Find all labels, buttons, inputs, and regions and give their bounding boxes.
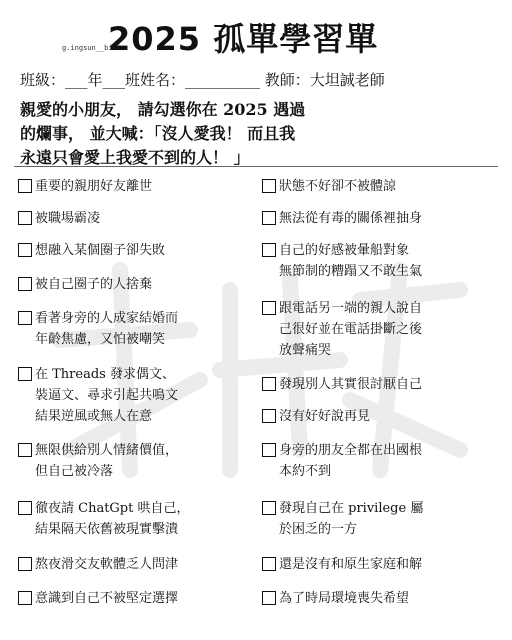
author-handle: g.ingsun__bibi [62, 44, 122, 52]
checklist-item-label: 在 Threads 發求偶文、 裝逼文、尋求引起共鳴文 結果逆風或無人在意 [35, 367, 179, 424]
checklist-item-label: 沒有好好說再見 [279, 409, 371, 424]
checklist-item-label: 想融入某個圈子卻失敗 [35, 243, 166, 258]
checkbox-icon[interactable] [18, 557, 32, 571]
checkbox-icon[interactable] [262, 409, 276, 423]
checklist-item-label: 跟電話另一端的親人說自 己很好並在電話掛斷之後 放聲痛哭 [279, 301, 423, 358]
checklist-item-label: 被職場霸凌 [35, 211, 101, 226]
checkbox-icon[interactable] [18, 501, 32, 515]
checkbox-icon[interactable] [18, 591, 32, 605]
checklist-item-label: 徹夜請 ChatGpt 哄自己， 結果隔天依舊被現實擊潰 [35, 501, 190, 537]
checkbox-icon[interactable] [262, 591, 276, 605]
class-info-line: 班級：___年___班姓名：__________ 教師：大坦誠老師 [20, 71, 385, 89]
checklist-item-label: 無法從有毒的關係裡抽身 [279, 211, 423, 226]
checkbox-icon[interactable] [262, 501, 276, 515]
header-divider [14, 166, 498, 167]
checkbox-icon[interactable] [18, 443, 32, 457]
checkbox-icon[interactable] [18, 243, 32, 257]
checkbox-icon[interactable] [262, 179, 276, 193]
checkbox-icon[interactable] [262, 557, 276, 571]
greeting-line-1: 親愛的小朋友， 請勾選你在 2025 遇過 [20, 100, 306, 119]
checklist-item-label: 發現自己在 privilege 屬 於困乏的一方 [279, 501, 424, 537]
checkbox-icon[interactable] [262, 211, 276, 225]
checklist-item-label: 無限供給別人情緒價值， 但自己被冷落 [35, 443, 179, 479]
checklist-item-label: 被自己圈子的人捨棄 [35, 277, 153, 292]
checkbox-icon[interactable] [18, 211, 32, 225]
checkbox-icon[interactable] [18, 311, 32, 325]
checklist-item-label: 還是沒有和原生家庭和解 [279, 557, 423, 572]
checklist-item-label: 身旁的朋友全都在出國根 本約不到 [279, 443, 423, 479]
checkbox-icon[interactable] [262, 443, 276, 457]
checkbox-icon[interactable] [18, 367, 32, 381]
checklist-item-label: 意識到自己不被堅定選擇 [35, 591, 179, 606]
checklist-item-label: 狀態不好卻不被體諒 [279, 179, 397, 194]
checkbox-icon[interactable] [262, 377, 276, 391]
checkbox-icon[interactable] [18, 277, 32, 291]
checklist-item-label: 發現別人其實很討厭自己 [279, 377, 423, 392]
checkbox-icon[interactable] [262, 243, 276, 257]
checkbox-icon[interactable] [18, 179, 32, 193]
checklist-item-label: 熬夜滑交友軟體乏人問津 [35, 557, 179, 572]
greeting-line-3: 永遠只會愛上我愛不到的人！ 」 [20, 148, 250, 167]
checklist-item-label: 重要的親朋好友離世 [35, 179, 153, 194]
greeting-line-2: 的爛事， 並大喊：「沒人愛我！ 而且我 [20, 124, 296, 143]
checkbox-icon[interactable] [262, 301, 276, 315]
checklist-item-label: 自己的好感被暈船對象 無節制的糟蹋又不敢生氣 [279, 243, 423, 279]
checklist-item-label: 為了時局環境喪失希望 [279, 591, 410, 606]
page-title: 2025 孤單學習單 [108, 20, 379, 58]
checklist-item-label: 看著身旁的人成家結婚而 年齡焦慮，又怕被嘲笑 [35, 311, 179, 347]
